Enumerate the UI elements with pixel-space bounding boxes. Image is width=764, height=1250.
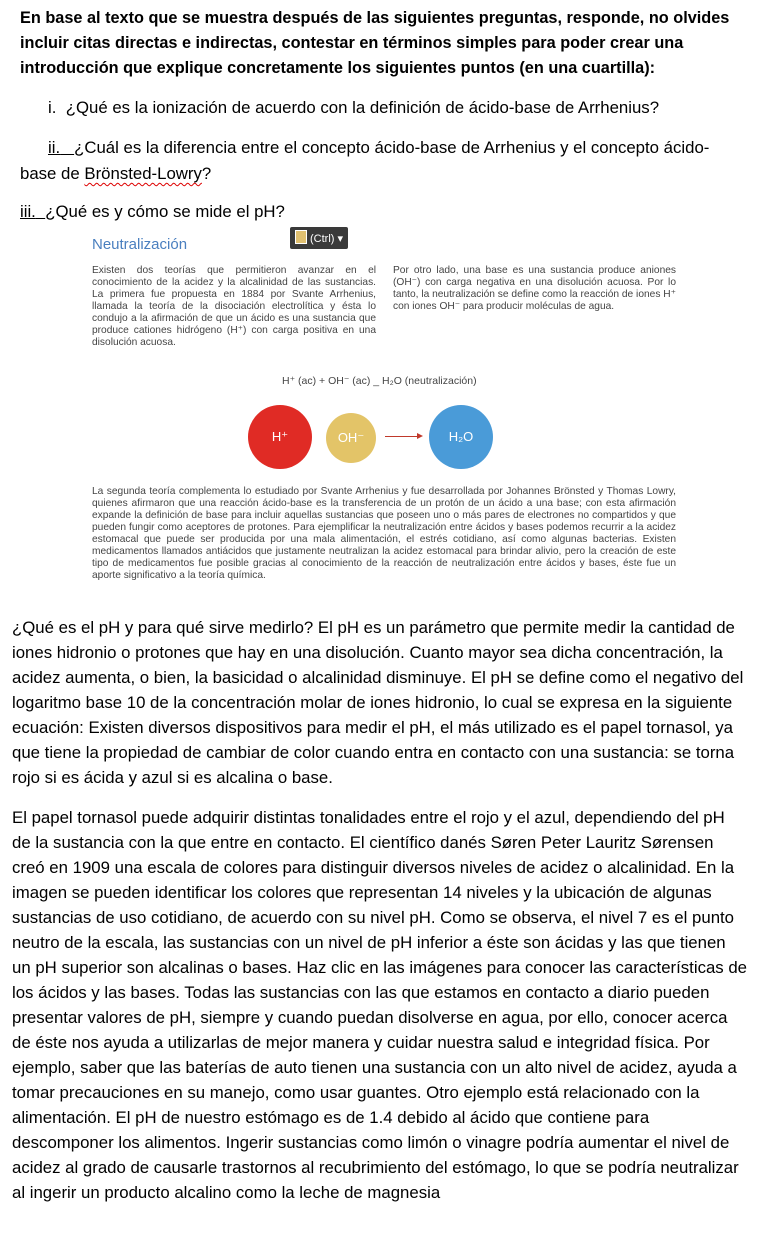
reaction-diagram	[92, 405, 682, 475]
hydrogen-ion-circle: H⁺	[248, 405, 312, 469]
paragraph-ph-definition: ¿Qué es el pH y para qué sirve medirlo? El pH es un parámetro que permite medir la cantidad de iones hidronio o protones que hay en una disolución. Cuanto mayor sea dicha concentración, la acidez aumenta, o bien, la basicidad o alcalinidad disminuye. El pH se define como el negativo del logaritmo base 10 de la concentración molar de iones hidronio, lo cual se expresa en la siguiente ecuación: Existen diversos dispositivos para medir el pH, el más utilizado es el papel tornasol, ya que tiene la propiedad de cambiar de color cuando entra en contacto con una sustancia: se torna rojo si es ácida y azul si es alcalina o base.	[12, 618, 744, 787]
hydroxide-ion-circle: OH⁻	[326, 413, 376, 463]
question-2-text: ¿Cuál es la diferencia entre el concepto ácido-base de Arrhenius y el concepto ácido-base de	[20, 138, 710, 183]
water-circle: H₂O	[429, 405, 493, 469]
clipboard-icon	[295, 230, 307, 244]
question-1	[48, 95, 764, 121]
question-2: ii. ¿Cuál es la diferencia entre el concepto ácido-base de Arrhenius y el concepto ácido-base de Brönsted-Lowry?	[20, 138, 710, 183]
question-2-number: ii.	[47, 138, 61, 157]
question-3-number: iii.	[20, 202, 36, 221]
figure-right-column: Por otro lado, una base es una sustancia produce aniones (OH⁻) con carga negativa en una disolución acuosa. Por lo tanto, la neutralización se define como la reacción de iones H⁺ con iones OH⁻ para producir moléculas de agua.	[393, 265, 676, 312]
question-1-number: i.	[48, 98, 57, 117]
question-2-name: Brönsted-Lowry	[84, 164, 202, 183]
instructions: En base al texto que se muestra después de las siguientes preguntas, responde, no olvides incluir citas directas e indirectas, contestar en términos simples para poder crear una introducción que explique concretamente los siguientes puntos (en una cuartilla):	[20, 9, 730, 77]
paragraph-litmus-paper: El papel tornasol puede adquirir distintas tonalidades entre el rojo y el azul, dependiendo del pH de la sustancia con la que entre en contacto. El científico danés Søren Peter Lauritz Sørensen creó en 1909 una escala de colores para distinguir diversos niveles de acidez o alcalinidad. En la imagen se pueden identificar los colores que representan 14 niveles y la ubicación de algunas sustancias de uso cotidiano, de acuerdo con su nivel pH. Como se observa, el nivel 7 es el punto neutro de la escala, las sustancias con un nivel de pH inferior a éste son ácidas y las que tienen un pH superior son alcalinas o bases. Haz clic en las imágenes para conocer las características de los ácidos y las bases. Todas las sustancias con las que estamos en contacto a diario pueden presentar valores de pH, siempre y cuando puedan disolverse en agua, por ello, conocer acerca de éste nos ayuda a utilizarlas de mejor manera y cuidar nuestra salud e integridad física. Por ejemplo, saber que las baterías de auto tienen una sustancia con un alto nivel de acidez, ayuda a tomar precauciones en su manejo, como usar guantes. Otro ejemplo está relacionado con la alimentación. El pH de nuestro estómago es de 1.4 debido al ácido que contiene para descomponer los alimentos. Ingerir sustancias como limón o vinagre podría aumentar el nivel de acidez al grado de causarle trastornos al recubrimiento del estómago, lo que se podría neutralizar al ingerir un producto alcalino como la leche de magnesia	[12, 808, 748, 1202]
neutralization-figure	[92, 225, 682, 610]
question-3	[20, 199, 740, 225]
question-1-text: ¿Qué es la ionización de acuerdo con la definición de ácido-base de Arrhenius?	[65, 98, 660, 117]
figure-left-column: Existen dos teorías que permitieron avanzar en el conocimiento de la acidez y la alcalinidad de las sustancias. La primera fue propuesta en 1884 por Svante Arrhenius, llamada la teoría de la disociación electrolítica y ésta lo condujo a la afirmación de que un ácido es una sustancia que produce cationes hidrógeno (H⁺) con carga positiva en una disolución acuosa.	[92, 265, 376, 348]
question-3-text: ¿Qué es y cómo se mide el pH?	[45, 202, 285, 221]
figure-title: Neutralización	[92, 236, 188, 253]
paste-options-button[interactable]: (Ctrl) ▾	[290, 227, 348, 249]
figure-bottom-text: La segunda teoría complementa lo estudiado por Svante Arrhenius y fue desarrollada por Johannes Brönsted y Thomas Lowry, quienes afirmaron que una reacción ácido-base es la transferencia de un protón de un ácido a una base; con esta afirmación expande la definición de base para incluir aquellas sustancias que poseen uno o más pares de electrones no compartidos y que pueden fungir como aceptores de protones. Para ejemplificar la neutralización entre ácidos y bases podemos recurrir a la acidez estomacal que puede ser producida por una mala alimentación, el estrés cotidiano, así como algunas bacterias. Existen medicamentos llamados antiácidos que justamente neutralizan la acidez estomacal para brindar alivio, pero la creación de este tipo de medicamentos fue posible gracias al conocimiento de la reacción de neutralización entre ácidos y bases, éste fue un aporte significativo a la teoría química.	[92, 486, 676, 581]
reaction-arrow-icon	[385, 436, 421, 437]
neutralization-equation: H⁺ (ac) + OH⁻ (ac) _ H₂O (neutralización)	[282, 375, 477, 387]
